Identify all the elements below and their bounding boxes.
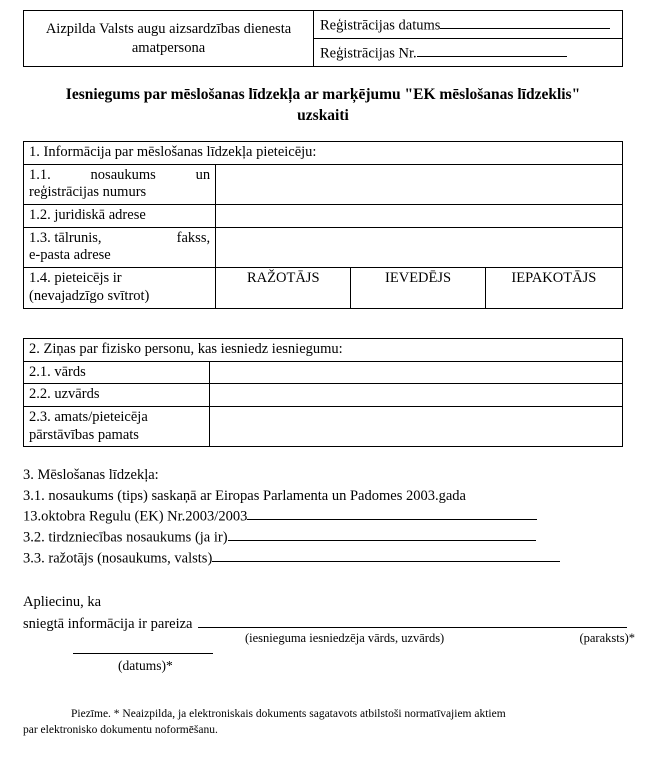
section3-label-3-2: 3.2. tirdzniecības nosaukums (ja ir): [23, 529, 228, 546]
section2-heading: 2. Ziņas par fizisko personu, kas iesniedz iesniegumu:: [24, 339, 623, 362]
section3-input-3-3[interactable]: [212, 548, 560, 562]
table-row: [24, 142, 623, 165]
registration-number-input[interactable]: [417, 43, 567, 57]
field-label-2-2: 2.2. uzvārds: [24, 384, 210, 407]
section3-line-3-3: [23, 548, 627, 569]
field-number: 1.1.: [29, 166, 51, 183]
registration-date-input[interactable]: [440, 15, 610, 29]
caption-name: (iesnieguma iesniedzēja vārds, uzvārds): [245, 631, 445, 645]
footnote-block: [23, 707, 627, 738]
section3-input-3-2[interactable]: [228, 527, 536, 541]
table-row: [24, 361, 623, 384]
field-label-line2: reģistrācijas numurs: [29, 184, 147, 201]
field-label-1-2: 1.2. juridiskā adrese: [24, 205, 216, 228]
section3-label-3-1b: 13.oktobra Regulu (EK) Nr.2003/2003: [23, 508, 248, 525]
field-input-1-1[interactable]: [216, 164, 623, 204]
section2-table: [23, 338, 623, 447]
table-row: [24, 407, 623, 447]
option-packer[interactable]: IEPAKOTĀJS: [485, 268, 622, 308]
table-row: [24, 339, 623, 362]
section1-table: [23, 141, 623, 309]
field-label-line1: 1.4. pieteicējs ir: [29, 270, 122, 287]
field-label-2-1: 2.1. vārds: [24, 361, 210, 384]
field-input-1-3[interactable]: [216, 227, 623, 267]
table-row: [24, 164, 623, 204]
section3-input-3-1[interactable]: [247, 506, 537, 520]
section3-heading: 3. Mēslošanas līdzekļa:: [23, 467, 159, 483]
field-label-line2: e-pasta adrese: [29, 247, 111, 264]
table-row: [24, 11, 623, 39]
section3-label-3-3: 3.3. ražotājs (nosaukums, valsts): [23, 550, 213, 567]
table-row: [24, 268, 623, 308]
field-label-2-3: [24, 407, 210, 447]
field-input-2-2[interactable]: [210, 384, 623, 407]
table-row: [24, 384, 623, 407]
registration-number-cell: [314, 39, 623, 67]
section3-line-3-1a: 3.1. nosaukums (tips) saskaņā ar Eiropas Parlamenta un Padomes 2003.gada: [23, 487, 466, 504]
option-manufacturer[interactable]: RAŽOTĀJS: [216, 268, 351, 308]
registration-date-label: Reģistrācijas datums: [320, 17, 441, 34]
page-title: Iesniegums par mēslošanas līdzekļa ar marķējumu "EK mēslošanas līdzeklis" uzskaiti: [65, 86, 581, 124]
field-word-1: fakss,: [176, 229, 211, 246]
caption-signature: (paraksts)*: [579, 631, 635, 645]
field-label-1-4: [24, 268, 216, 308]
field-label-line2: (nevajadzīgo svītrot): [29, 287, 150, 304]
field-label-line2: pārstāvības pamats: [29, 426, 139, 443]
authority-cell: Aizpilda Valsts augu aizsardzības dienesta amatpersona: [24, 11, 314, 67]
declaration-line1: Apliecinu, ka: [23, 594, 102, 610]
field-label-line1: 2.3. amats/pieteicēja: [29, 409, 148, 426]
option-importer[interactable]: IEVEDĒJS: [351, 268, 485, 308]
header-table: [23, 10, 623, 67]
footnote-text-1: Piezīme. * Neaizpilda, ja elektroniskais dokuments sagatavots atbilstoši normatīvajiem aktiem: [71, 708, 506, 720]
table-row: [24, 227, 623, 267]
registration-number-label: Reģistrācijas Nr.: [320, 45, 417, 62]
footnote-line2: par elektronisko dokumentu noformēšanu.: [23, 723, 218, 736]
table-row: [24, 205, 623, 228]
field-input-2-3[interactable]: [210, 407, 623, 447]
field-label-1-1: [24, 164, 216, 204]
section1-heading: 1. Informācija par mēslošanas līdzekļa pieteicēju:: [24, 142, 623, 165]
section3-block: [23, 465, 627, 569]
field-input-2-1[interactable]: [210, 361, 623, 384]
footnote-line1: [23, 707, 627, 723]
declaration-block: [23, 592, 635, 673]
signature-input[interactable]: [198, 613, 627, 629]
registration-date-cell: [314, 11, 623, 39]
field-label-1-3: [24, 227, 216, 267]
field-word-1: nosaukums: [90, 166, 156, 183]
caption-date: (datums)*: [118, 658, 173, 673]
declaration-captions: [245, 630, 635, 648]
section3-line-3-1b: [23, 506, 627, 527]
date-input[interactable]: [73, 652, 213, 654]
section3-line-3-2: [23, 527, 627, 548]
field-input-1-2[interactable]: [216, 205, 623, 228]
field-number: 1.3. tālrunis,: [29, 229, 102, 246]
field-word-2: un: [195, 166, 211, 183]
declaration-line2: sniegtā informācija ir pareiza: [23, 616, 193, 633]
